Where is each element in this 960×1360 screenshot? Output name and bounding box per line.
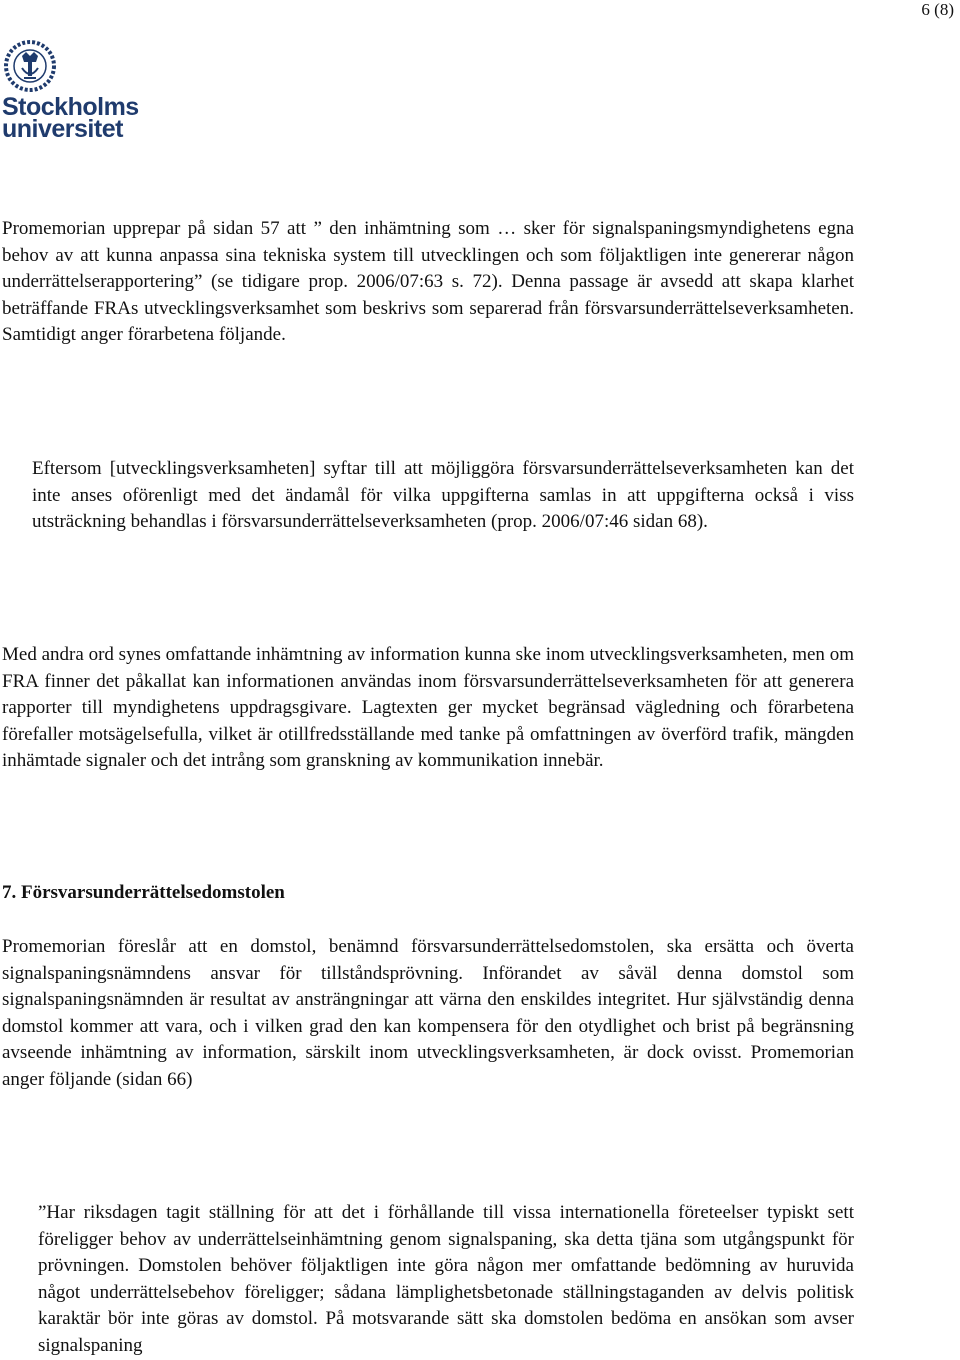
paragraph-3: Promemorian föreslår att en domstol, benämnd försvarsunderrättelsedomstolen, ska ersätta och överta signalspaningsnämndens ansvar för tillståndsprövning. Införandet av såväl denna domstol som signalspaningsnämnden är resultat av ansträngningar att värna den enskildes integritet. Hur självständig denna domstol kommer att vara, och i vilken grad den kan kompensera för den otydlighet och brist på begränsning avseende inhämtning av information, särskilt inom utvecklingsverksamheten, är dock ovisst. Promemorian anger följande (sidan 66) bbox=[2, 936, 854, 1090]
block-quote-1: Eftersom [utvecklingsverksamheten] syftar till att möjliggöra försvarsunderrättelseverksamheten kan det inte anses oförenligt med det ändamål för vilka uppgifterna samlas in att uppgifterna också i viss utsträckning behandlas i försvarsunderrättelseverksamheten (prop. 2006/07:46 sidan 68). bbox=[32, 458, 854, 532]
block-quote-2: ”Har riksdagen tagit ställning för att det i förhållande till vissa internationella företeelser typiskt sett föreligger behov av underrättelseinhämtning genom signalspaning, ska detta tjäna som utgångspunkt för prövningen. Domstolen behöver följaktligen inte göra någon mer omfattande bedömning av huruvida något underrättelsebehov föreligger; sådana lämplighetsbetonade ställningstaganden av delvis politisk karaktär bör inte göras av domstol. På motsvarande sätt ska domstolen bedöma en ansökan som avser signalspaning bbox=[38, 1202, 854, 1356]
university-name bbox=[2, 93, 139, 143]
paragraph-2: Med andra ord synes omfattande inhämtning av information kunna ske inom utvecklingsverksamheten, men om FRA finner det påkallat kan informationen användas inom försvarsunderrättelseverksamheten för att generera rapporter till myndighetens uppdragsgivare. Lagtexten ger mycket begränsad vägledning och förarbetena förefaller motsägelsefulla, vilket är otillfredsställande med tanke på omfattningen av överförd trafik, mängden inhämtade signaler och det intrång som granskning av kommunikation innebär. bbox=[2, 644, 854, 771]
university-logo bbox=[2, 38, 139, 143]
university-seal-icon bbox=[2, 38, 64, 94]
university-name-line2: universitet bbox=[2, 115, 123, 143]
section-heading: 7. Försvarsunderrättelsedomstolen bbox=[2, 882, 285, 903]
paragraph-1: Promemorian upprepar på sidan 57 att ” den inhämtning som … sker för signalspaningsmyndighetens egna behov av att kunna anpassa sina tekniska system till utvecklingen och som följaktligen inte genererar någon underrättelserapportering” (se tidigare prop. 2006/07:63 s. 72). Denna passage är avsedd att skapa klarhet beträffande FRAs utvecklingsverksamhet som beskrivs som separerad från försvarsunderrättelseverksamheten. Samtidigt anger förarbetena följande. bbox=[2, 218, 854, 345]
university-name-line1: Stockholms bbox=[2, 93, 139, 121]
page-number: 6 (8) bbox=[921, 0, 954, 19]
